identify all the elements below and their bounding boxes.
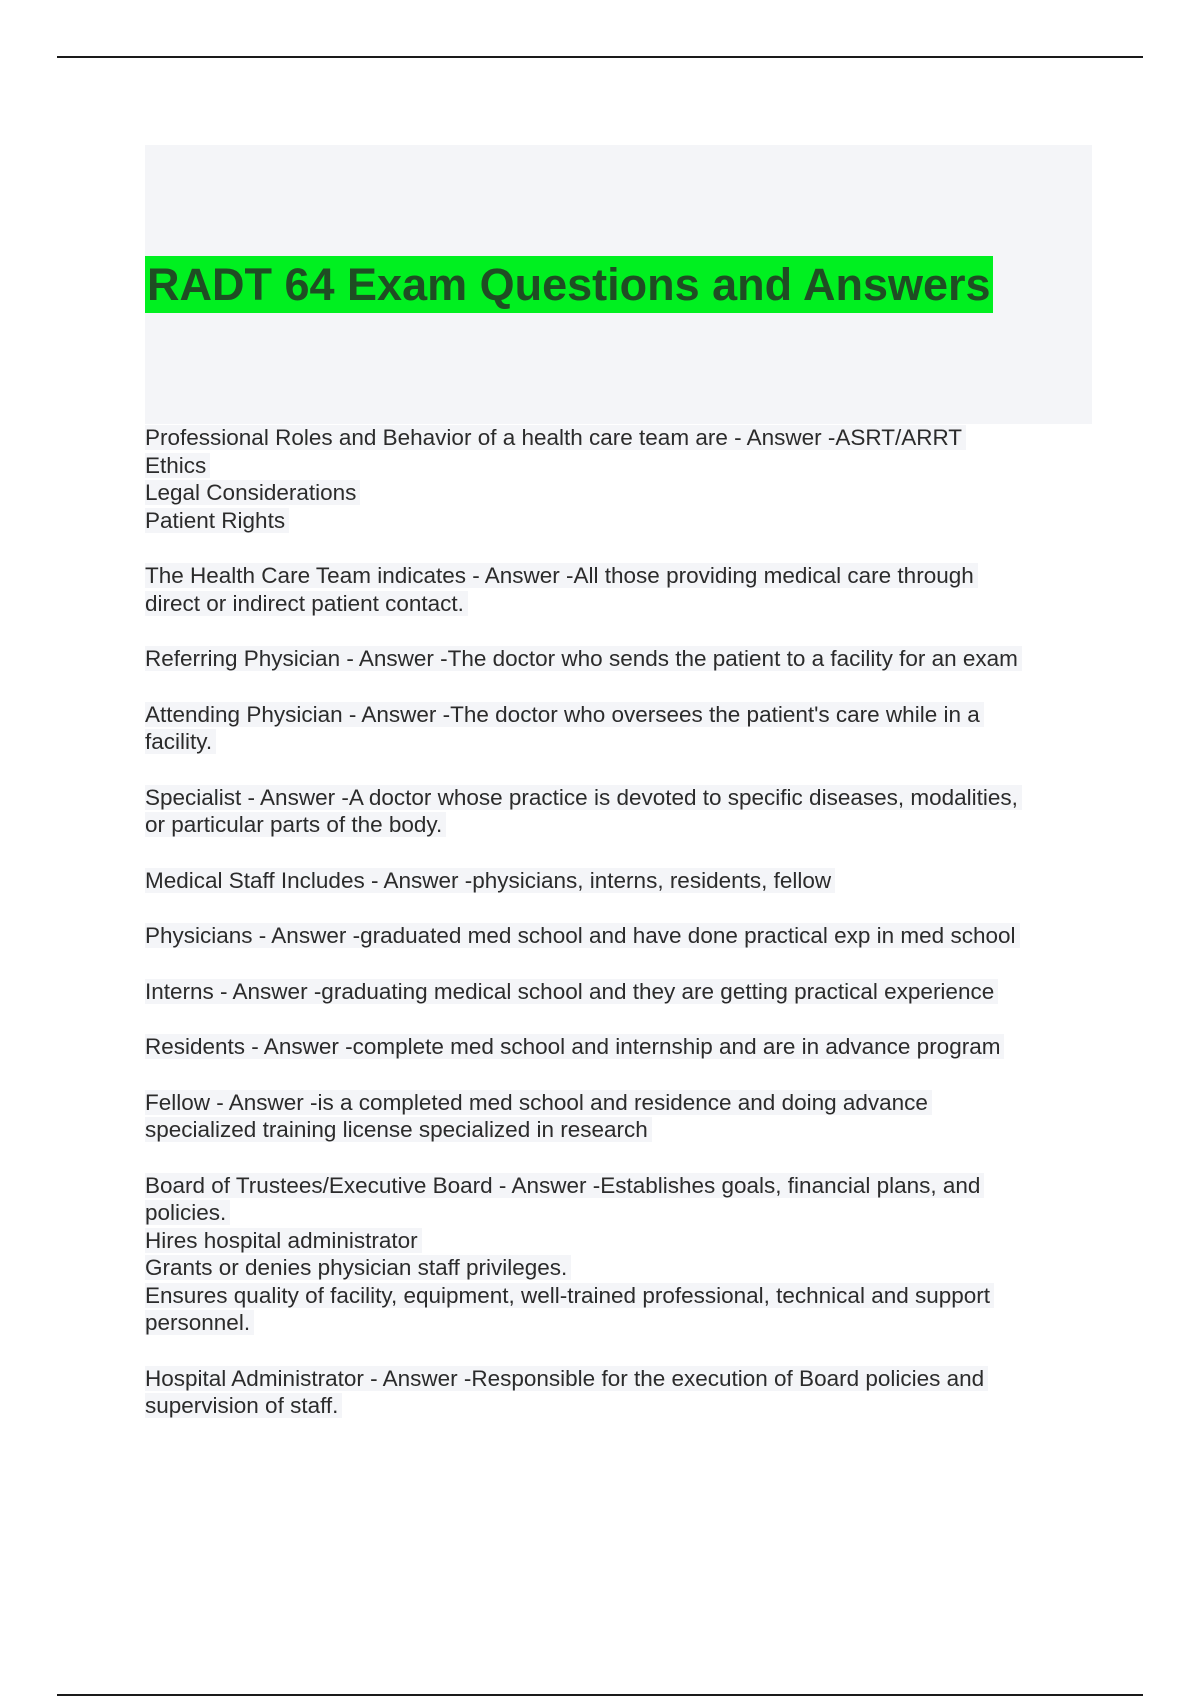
qa-line-text: Physicians - Answer -graduated med school and have done practical exp in med school — [145, 923, 1020, 948]
qa-line-text: Referring Physician - Answer -The doctor who sends the patient to a facility for an exam — [145, 646, 1022, 671]
qa-line-text: Medical Staff Includes - Answer -physicians, interns, residents, fellow — [145, 868, 835, 893]
qa-entry — [145, 562, 1095, 617]
qa-line-text: supervision of staff. — [145, 1393, 342, 1418]
qa-line — [145, 701, 1095, 729]
qa-line — [145, 1282, 1095, 1310]
qa-entry — [145, 1172, 1095, 1337]
qa-line-text: Interns - Answer -graduating medical school and they are getting practical experience — [145, 979, 998, 1004]
qa-line — [145, 1116, 1095, 1144]
qa-entry — [145, 1365, 1095, 1420]
qa-line — [145, 590, 1095, 618]
qa-list — [145, 424, 1095, 1448]
top-rule — [57, 56, 1143, 58]
qa-line-text: or particular parts of the body. — [145, 812, 446, 837]
qa-line — [145, 1199, 1095, 1227]
qa-line — [145, 645, 1095, 673]
qa-line — [145, 1172, 1095, 1200]
qa-line — [145, 784, 1095, 812]
qa-entry — [145, 922, 1095, 950]
qa-line-text: Ethics — [145, 453, 210, 478]
qa-line-text: Hospital Administrator - Answer -Responsible for the execution of Board policies and — [145, 1366, 988, 1391]
qa-line-text: Specialist - Answer -A doctor whose practice is devoted to specific diseases, modalities, — [145, 785, 1022, 810]
qa-entry — [145, 701, 1095, 756]
bottom-rule — [57, 1694, 1143, 1696]
qa-entry — [145, 424, 1095, 534]
qa-line-text: Attending Physician - Answer -The doctor who oversees the patient's care while in a — [145, 702, 984, 727]
qa-line-text: Hires hospital administrator — [145, 1228, 422, 1253]
qa-line — [145, 811, 1095, 839]
qa-entry — [145, 1089, 1095, 1144]
qa-line — [145, 1033, 1095, 1061]
qa-line — [145, 1365, 1095, 1393]
qa-line — [145, 452, 1095, 480]
qa-line — [145, 507, 1095, 535]
qa-line — [145, 978, 1095, 1006]
qa-line-text: Ensures quality of facility, equipment, well-trained professional, technical and support — [145, 1283, 994, 1308]
qa-line-text: Fellow - Answer -is a completed med school and residence and doing advance — [145, 1090, 932, 1115]
qa-line — [145, 562, 1095, 590]
qa-line — [145, 1227, 1095, 1255]
qa-line-text: facility. — [145, 729, 216, 754]
qa-line-text: specialized training license specialized in research — [145, 1117, 652, 1142]
qa-entry — [145, 645, 1095, 673]
qa-line — [145, 867, 1095, 895]
qa-line — [145, 1309, 1095, 1337]
qa-line-text: direct or indirect patient contact. — [145, 591, 468, 616]
qa-line — [145, 1089, 1095, 1117]
qa-line — [145, 424, 1095, 452]
qa-line-text: Residents - Answer -complete med school and internship and are in advance program — [145, 1034, 1004, 1059]
qa-line-text: Patient Rights — [145, 508, 289, 533]
qa-line-text: Professional Roles and Behavior of a health care team are - Answer -ASRT/ARRT — [145, 425, 966, 450]
page-title: RADT 64 Exam Questions and Answers — [145, 256, 993, 313]
qa-line-text: Legal Considerations — [145, 480, 360, 505]
qa-line — [145, 1254, 1095, 1282]
qa-entry — [145, 867, 1095, 895]
qa-line-text: Board of Trustees/Executive Board - Answer -Establishes goals, financial plans, and — [145, 1173, 984, 1198]
qa-line-text: Grants or denies physician staff privileges. — [145, 1255, 571, 1280]
qa-line-text: personnel. — [145, 1310, 254, 1335]
qa-entry — [145, 784, 1095, 839]
qa-line — [145, 728, 1095, 756]
qa-line-text: policies. — [145, 1200, 230, 1225]
qa-line — [145, 479, 1095, 507]
qa-line — [145, 922, 1095, 950]
qa-line-text: The Health Care Team indicates - Answer -All those providing medical care through — [145, 563, 978, 588]
qa-entry — [145, 978, 1095, 1006]
qa-entry — [145, 1033, 1095, 1061]
qa-line — [145, 1392, 1095, 1420]
